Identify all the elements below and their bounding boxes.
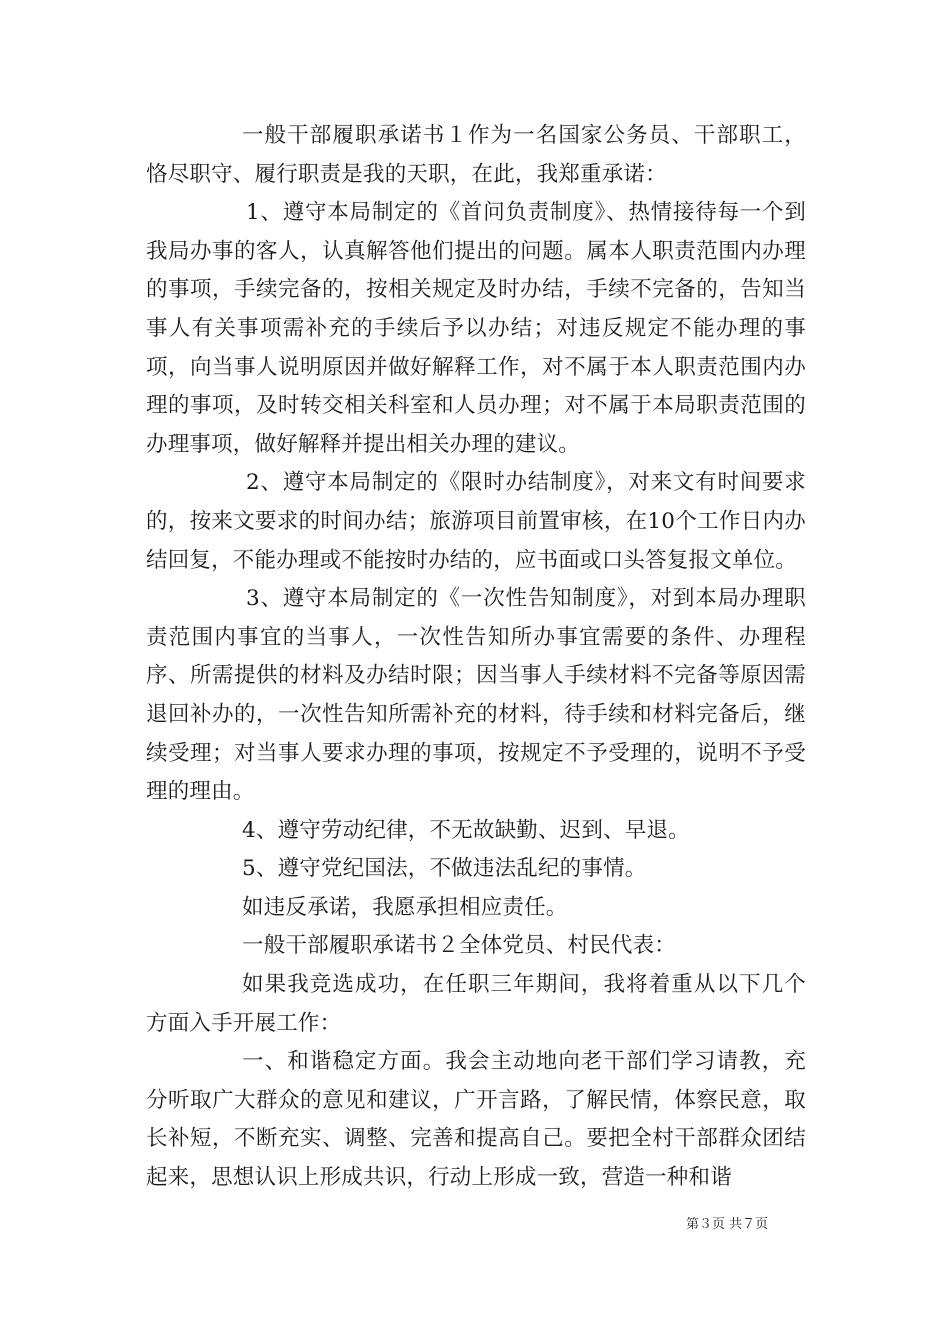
paragraph-item-5: 5、遵守党纪国法，不做违法乱纪的事情。 (242, 856, 647, 882)
paragraph-item-3: 3、遵守本局制定的《一次性告知制度》，对到本局办理职责范围内事宜的当事人，一次性告知所办事宜需要的条件、办理程序、所需提供的材料及办结时限；因当事人手续材料不完备等原因需退回补办的，一次性告知所需补充的材料，待手续和材料完备后，继续受理；对当事人要求办理的事项，按规定不予受理的，说明不予受理的理由。 (146, 586, 806, 805)
paragraph-closing: 如违反承诺，我愿承担相应责任。 (242, 894, 568, 920)
page-number-footer: 第３页 共７页 (686, 1217, 769, 1232)
document-page (146, 117, 806, 1198)
paragraph-item-1: 1、遵守本局制定的《首问负责制度》、热情接待每一个到我局办事的客人，认真解答他们提出的问题。属本人职责范围内办理的事项，手续完备的，按相关规定及时办结，手续不完备的，告知当事人有关事项需补充的手续后予以办结；对违反规定不能办理的事项，向当事人说明原因并做好解释工作，对不属于本人职责范围内办理的事项，及时转交相关科室和人员办理；对不属于本局职责范围的办理事项，做好解释并提出相关办理的建议。 (146, 200, 806, 457)
paragraph-letter-2-heading: 一般干部履职承诺书２全体党员、村民代表： (242, 933, 677, 959)
paragraph-intro: 一般干部履职承诺书１作为一名国家公务员、干部职工，恪尽职守、履行职责是我的天职，在此，我郑重承诺： (146, 123, 806, 187)
paragraph-item-4: 4、遵守劳动纪律，不无故缺勤、迟到、早退。 (242, 817, 690, 843)
paragraph-letter-2-section-1: 一、和谐稳定方面。我会主动地向老干部们学习请教，充分听取广大群众的意见和建议，广开言路，了解民情，体察民意，取长补短，不断充实、调整、完善和提高自己。要把全村干部群众团结起来，思想认识上形成共识，行动上形成一致，营造一种和谐 (146, 1049, 806, 1191)
paragraph-item-2: 2、遵守本局制定的《限时办结制度》，对来文有时间要求的，按来文要求的时间办结；旅游项目前置审核，在10个工作日内办结回复，不能办理或不能按时办结的，应书面或口头答复报文单位。 (146, 470, 806, 573)
paragraph-letter-2-intro: 如果我竞选成功，在任职三年期间，我将着重从以下几个方面入手开展工作： (146, 972, 806, 1036)
